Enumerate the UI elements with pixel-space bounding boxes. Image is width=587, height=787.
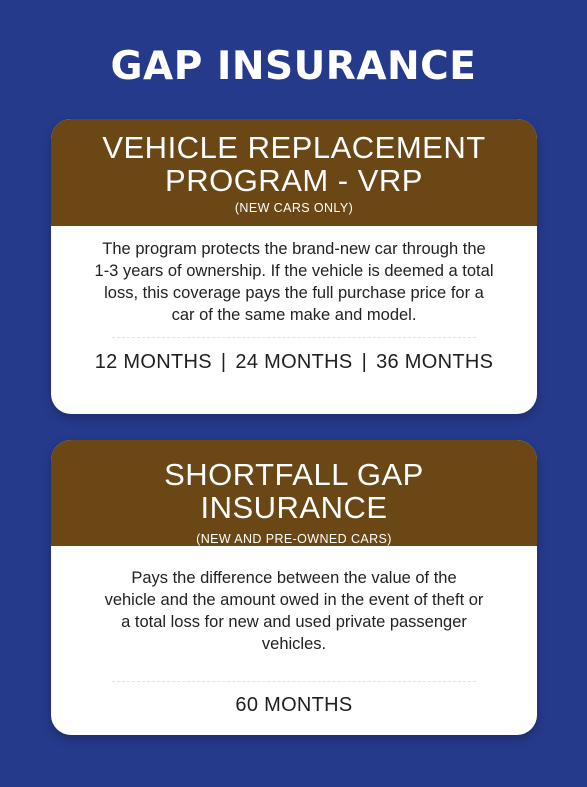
- term-36-months: 36 MONTHS: [376, 351, 494, 373]
- term-24-months: 24 MONTHS: [235, 351, 353, 373]
- shortfall-gap-card-title: SHORTFALL GAP INSURANCE: [164, 457, 424, 525]
- vrp-card-description: The program protects the brand-new car through the 1-3 years of ownership. If the vehicle is deemed a total loss, this coverage pays the full purchase price for a car of the same make and model.: [94, 240, 494, 324]
- shortfall-gap-card-header: [51, 440, 537, 546]
- vrp-card-title: VEHICLE REPLACEMENT PROGRAM - VRP: [102, 130, 486, 198]
- vrp-card-subtitle: (NEW CARS ONLY): [234, 201, 354, 215]
- shortfall-gap-card-description: Pays the difference between the value of the vehicle and the amount owed in the event of theft or a total loss for new and used private passenger vehicles.: [104, 569, 484, 653]
- term-separator: |: [220, 351, 227, 373]
- vrp-card-terms: [51, 351, 537, 374]
- page-title: GAP INSURANCE: [110, 44, 477, 89]
- vrp-card-header: [51, 119, 537, 226]
- vrp-card-divider: [112, 337, 476, 338]
- term-12-months: 12 MONTHS: [94, 351, 212, 373]
- shortfall-gap-card: [51, 440, 537, 735]
- vrp-card: [51, 119, 537, 414]
- term-separator: |: [361, 351, 368, 373]
- shortfall-gap-card-subtitle: (NEW AND PRE-OWNED CARS): [196, 532, 392, 546]
- shortfall-gap-card-terms: [51, 694, 537, 717]
- shortfall-gap-card-divider: [112, 681, 476, 682]
- term-60-months: 60 MONTHS: [235, 694, 353, 716]
